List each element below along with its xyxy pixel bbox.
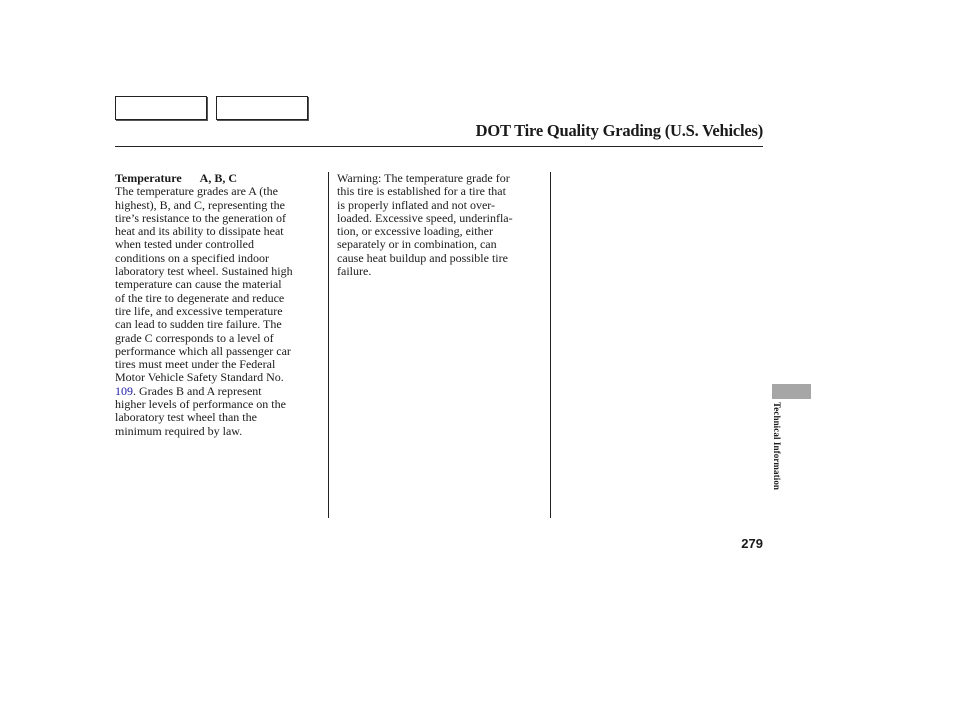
body-line: can lead to sudden tire failure. The [115,317,282,332]
body-line: tires must meet under the Federal [115,357,276,372]
body-line: Motor Vehicle Safety Standard No. [115,370,284,385]
grade-heading [115,172,325,185]
section-tab[interactable] [772,384,811,399]
nav-button-next[interactable] [216,96,308,120]
grade-heading-label: Temperature [115,171,182,185]
warning-line: is properly inflated and not over- [337,197,496,212]
body-line: temperature can cause the material [115,277,282,292]
body-line: The temperature grades are A (the [115,184,278,199]
column-divider [550,172,551,518]
warning-line: separately or in combination, can [337,237,497,252]
title-rule [115,146,763,147]
body-line: higher levels of performance on the [115,397,286,412]
body-line: tire’s resistance to the generation of [115,210,286,225]
left-column [115,172,325,438]
warning-line: cause heat buildup and possible tire [337,250,508,265]
body-line: tire life, and excessive temperature [115,303,283,318]
nav-button-previous[interactable] [115,96,207,120]
body-line: minimum required by law. [115,423,243,438]
column-divider [328,172,329,518]
body-line: highest), B, and C, representing the [115,197,285,212]
body-line: laboratory test wheel. Sustained high [115,264,293,279]
warning-line: tion, or excessive loading, either [337,224,493,239]
fmvss-109-link[interactable]: 109 [115,383,133,398]
body-line: when tested under controlled [115,237,254,252]
body-line-with-link [115,385,325,398]
warning-line: failure. [337,264,372,279]
body-line: conditions on a specified indoor [115,250,269,265]
body-line: laboratory test wheel than the [115,410,257,425]
warning-line: this tire is established for a tire that [337,184,506,199]
body-line: heat and its ability to dissipate heat [115,224,284,239]
body-line: of the tire to degenerate and reduce [115,290,285,305]
body-line: grade C corresponds to a level of [115,330,274,345]
body-line: performance which all passenger car [115,343,291,358]
page-title: DOT Tire Quality Grading (U.S. Vehicles) [475,121,763,140]
page-number: 279 [741,536,763,551]
body-line-rest: . Grades B and A represent [133,383,262,398]
section-tab-label: Technical Information [772,402,782,491]
grade-heading-values: A, B, C [199,171,237,185]
warning-line: loaded. Excessive speed, underinfla- [337,210,513,225]
warning-column [337,172,542,278]
warning-line: Warning: The temperature grade for [337,171,510,185]
